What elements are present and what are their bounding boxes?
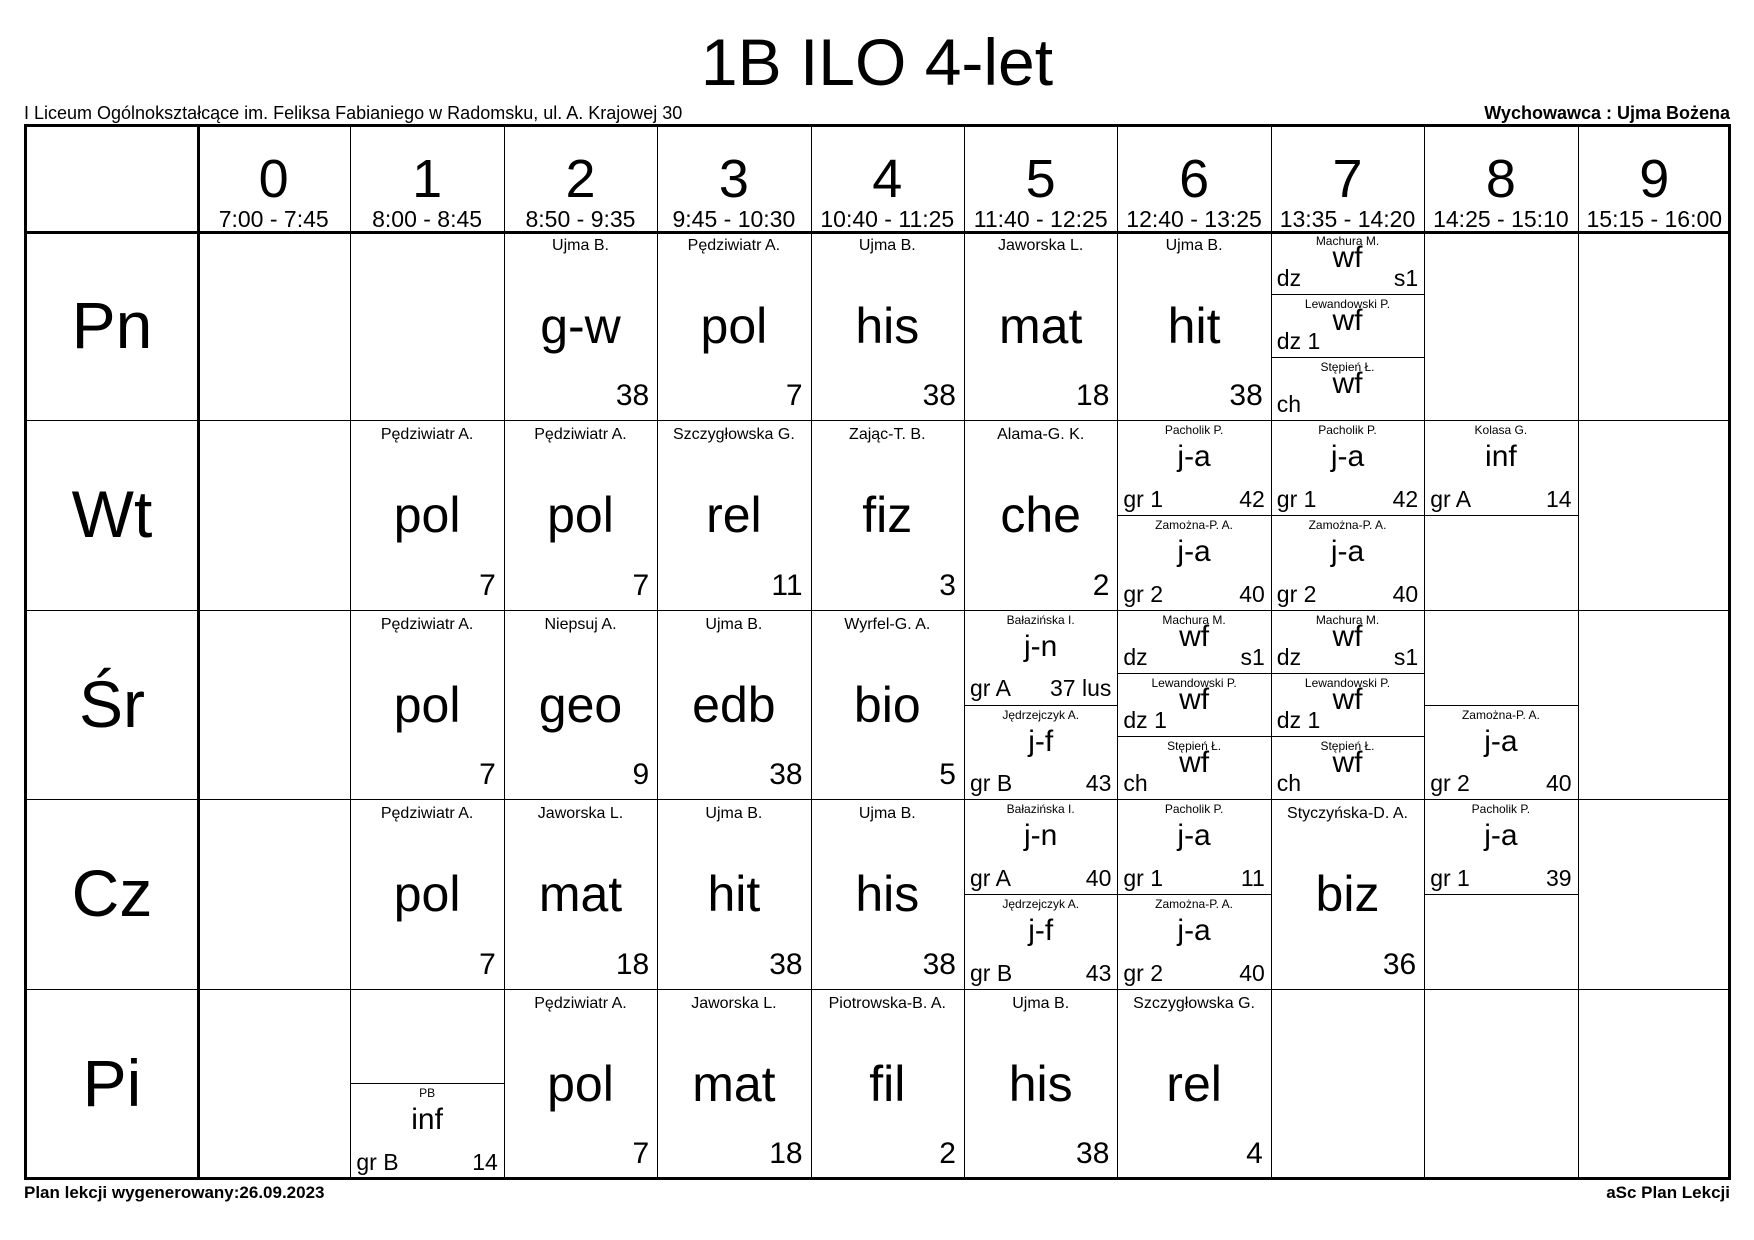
lesson-subject: pol [393, 487, 461, 544]
lesson-subcell[interactable] [1424, 705, 1577, 800]
lesson-cell[interactable] [1271, 799, 1424, 988]
lesson-subject: j-f [1028, 913, 1054, 947]
lesson-teacher: Styczyńska-D. A. [1287, 805, 1408, 823]
lesson-cell[interactable] [964, 989, 1117, 1178]
lesson-room: 7 [479, 947, 496, 981]
lesson-subcell[interactable] [1424, 799, 1577, 894]
lesson-room: 7 [632, 1136, 650, 1170]
period-time: 8:50 - 9:35 [525, 206, 636, 232]
period-number: 3 [718, 149, 749, 209]
lesson-teacher: Szczygłowska G. [672, 426, 795, 444]
lesson-subject: his [1008, 1055, 1073, 1112]
lesson-group: gr B [970, 959, 1013, 986]
lesson-room: 40 [1392, 580, 1419, 607]
lesson-room: 38 [1229, 379, 1263, 413]
lesson-room: 38 [769, 947, 803, 981]
period-time: 14:25 - 15:10 [1433, 206, 1569, 232]
lesson-teacher: Stępień Ł. [1320, 360, 1375, 375]
period-time: 9:45 - 10:30 [672, 206, 796, 232]
lesson-group: ch [1123, 770, 1148, 797]
lesson-group: dz 1 [1276, 328, 1321, 355]
lesson-subject: mat [538, 866, 623, 923]
lesson-room: 36 [1382, 947, 1417, 981]
period-header [350, 127, 503, 231]
period-header [1578, 127, 1731, 231]
lesson-room: 39 [1545, 864, 1572, 891]
lesson-teacher: Pędziwiatr A. [380, 615, 474, 633]
lesson-subject: bio [853, 676, 921, 733]
lesson-subject: j-n [1024, 629, 1058, 663]
lesson-room: 3 [939, 568, 956, 602]
lesson-cell[interactable] [964, 231, 1117, 420]
lesson-room: 38 [922, 947, 956, 981]
lesson-subject: j-a [1484, 819, 1518, 853]
lesson-group: gr B [356, 1148, 399, 1175]
lesson-subcell[interactable] [1271, 357, 1424, 420]
lesson-subject: wf [1179, 746, 1210, 780]
lesson-teacher: Pacholik P. [1164, 423, 1224, 438]
lesson-subject: pol [393, 676, 461, 733]
lesson-teacher: Ujma B. [705, 805, 763, 823]
lesson-room: 38 [615, 379, 650, 413]
lesson-subject: wf [1332, 682, 1363, 716]
lesson-teacher: Pacholik P. [1471, 802, 1531, 817]
timetable-grid [24, 124, 1731, 1180]
lesson-subject: wf [1179, 619, 1210, 653]
period-number: 5 [1025, 149, 1056, 209]
lesson-teacher: Ujma B. [1012, 994, 1070, 1012]
lesson-group: dz [1276, 643, 1302, 670]
period-time: 8:00 - 8:45 [372, 206, 483, 232]
lesson-room: 18 [1076, 379, 1110, 413]
lesson-group: gr 1 [1123, 486, 1164, 513]
lesson-subject: his [855, 298, 920, 354]
lesson-teacher: Ujma B. [858, 805, 916, 823]
period-header [1424, 127, 1577, 231]
lesson-subject: pol [700, 298, 768, 354]
lesson-cell[interactable] [1117, 231, 1270, 420]
lesson-cell[interactable] [1117, 989, 1270, 1178]
lesson-subcell[interactable] [964, 894, 1117, 989]
period-number: 0 [258, 149, 289, 209]
lesson-subcell[interactable] [1117, 515, 1270, 610]
lesson-subject: fiz [862, 487, 913, 544]
school-name: I Liceum Ogólnokształcące im. Feliksa Fabianiego w Radomsku, ul. A. Krajowej 30 [24, 103, 683, 123]
lesson-cell[interactable] [811, 799, 964, 988]
lesson-teacher: Niepsuj A. [544, 615, 617, 633]
period-number: 6 [1179, 149, 1210, 209]
lesson-subject: j-a [1484, 724, 1518, 758]
lesson-subject: edb [692, 676, 776, 733]
lesson-subcell[interactable] [964, 799, 1117, 894]
lesson-teacher: Jaworska L. [998, 237, 1084, 254]
page-title: 1B ILO 4-let [700, 25, 1054, 99]
lesson-teacher: Zamożna-P. A. [1155, 896, 1233, 911]
lesson-subcell[interactable] [964, 705, 1117, 800]
period-time: 12:40 - 13:25 [1126, 206, 1262, 232]
period-header [657, 127, 810, 231]
subcell-divider [1424, 515, 1577, 516]
lesson-teacher: Machura M. [1315, 234, 1380, 248]
lesson-group: dz [1276, 265, 1302, 292]
lesson-room: 18 [769, 1136, 803, 1170]
lesson-room: 40 [1085, 864, 1112, 891]
period-header [1117, 127, 1270, 231]
lesson-teacher: Pędziwiatr A. [380, 426, 474, 444]
lesson-room: 38 [769, 758, 803, 792]
lesson-teacher: Ujma B. [1165, 237, 1223, 254]
period-number: 1 [412, 149, 443, 209]
lesson-teacher: Piotrowska-B. A. [828, 994, 946, 1012]
grid-line [197, 127, 200, 1177]
lesson-cell[interactable] [657, 799, 810, 988]
lesson-room: 14 [1545, 486, 1572, 513]
lesson-room: 42 [1239, 486, 1265, 513]
lesson-subcell[interactable] [350, 1083, 503, 1178]
lesson-group: gr 1 [1123, 864, 1164, 891]
lesson-subject: j-a [1177, 535, 1211, 569]
lesson-teacher: Pędziwiatr A. [687, 237, 781, 254]
lesson-teacher: Jędrzejczyk A. [1002, 896, 1080, 911]
lesson-cell[interactable] [657, 420, 810, 609]
class-tutor: Wychowawca : Ujma Bożena [1484, 103, 1730, 123]
lesson-cell[interactable] [504, 989, 657, 1178]
lesson-cell[interactable] [657, 610, 810, 799]
lesson-subject: j-f [1028, 724, 1054, 758]
lesson-subcell[interactable] [1271, 515, 1424, 610]
lesson-teacher: Szczygłowska G. [1133, 994, 1255, 1012]
lesson-room: s1 [1393, 643, 1419, 670]
lesson-room: 38 [922, 379, 956, 413]
period-header [811, 127, 964, 231]
lesson-subject: rel [706, 487, 762, 544]
lesson-teacher: Pacholik P. [1164, 802, 1224, 817]
app-credit: aSc Plan Lekcji [1606, 1183, 1730, 1202]
lesson-group: gr 2 [1123, 959, 1164, 986]
lesson-teacher: Bałazińska I. [1006, 802, 1075, 817]
lesson-teacher: PB [419, 1086, 436, 1101]
lesson-room: 40 [1545, 770, 1572, 797]
period-number: 4 [872, 149, 903, 209]
lesson-group: gr 2 [1123, 580, 1164, 607]
lesson-room: s1 [1240, 643, 1265, 670]
lesson-subcell[interactable] [1271, 420, 1424, 515]
lesson-cell[interactable] [504, 799, 657, 988]
lesson-room: 40 [1239, 959, 1265, 986]
lesson-room: 18 [615, 947, 650, 981]
subcell-divider [1424, 894, 1577, 895]
day-label: Wt [71, 477, 153, 552]
lesson-subject: j-a [1177, 913, 1211, 947]
grid-line [1424, 127, 1425, 1177]
lesson-subject: j-a [1330, 535, 1365, 569]
lesson-room: 7 [632, 568, 650, 602]
grid-line [1578, 127, 1579, 1177]
lesson-subject: inf [1485, 440, 1517, 474]
lesson-teacher: Machura M. [1315, 612, 1380, 627]
lesson-subcell[interactable] [1117, 420, 1270, 515]
lesson-cell[interactable] [504, 610, 657, 799]
lesson-teacher: Zamożna-P. A. [1155, 518, 1233, 533]
lesson-subject: hit [707, 866, 761, 923]
period-number: 2 [565, 149, 596, 209]
period-time: 13:35 - 14:20 [1279, 206, 1416, 232]
lesson-teacher: Ujma B. [552, 237, 609, 254]
lesson-subject: wf [1332, 619, 1363, 653]
lesson-group: gr 2 [1430, 770, 1470, 797]
lesson-cell[interactable] [964, 420, 1117, 609]
lesson-teacher: Lewandowski P. [1304, 297, 1391, 312]
lesson-cell[interactable] [350, 799, 503, 988]
lesson-group: gr B [970, 770, 1013, 797]
lesson-cell[interactable] [350, 610, 503, 799]
lesson-teacher: Jaworska L. [691, 994, 777, 1012]
lesson-cell[interactable] [657, 231, 810, 420]
lesson-teacher: Bałazińska I. [1006, 612, 1075, 627]
lesson-subcell[interactable] [1271, 610, 1424, 673]
lesson-teacher: Jaworska L. [537, 805, 624, 823]
lesson-group: gr A [1430, 486, 1472, 513]
lesson-subject: wf [1332, 367, 1363, 401]
lesson-cell[interactable] [811, 610, 964, 799]
lesson-subject: pol [547, 487, 614, 544]
lesson-subject: his [855, 866, 920, 923]
lesson-room: 7 [479, 568, 496, 602]
lesson-room: 9 [632, 758, 650, 792]
lesson-teacher: Wyrfel-G. A. [844, 615, 931, 633]
lesson-subject: inf [411, 1103, 443, 1137]
lesson-room: 40 [1239, 580, 1265, 607]
lesson-subcell[interactable] [1271, 294, 1424, 357]
lesson-subcell[interactable] [964, 610, 1117, 705]
lesson-room: 5 [939, 758, 956, 792]
lesson-group: dz 1 [1276, 707, 1321, 734]
lesson-teacher: Ujma B. [858, 237, 916, 254]
lesson-room: 14 [472, 1148, 498, 1175]
period-number: 7 [1332, 149, 1363, 209]
lesson-group: gr 1 [1276, 486, 1317, 513]
lesson-cell[interactable] [811, 989, 964, 1178]
lesson-subcell[interactable] [1117, 673, 1270, 736]
lesson-cell[interactable] [657, 989, 810, 1178]
period-header [504, 127, 657, 231]
lesson-subcell[interactable] [1271, 673, 1424, 736]
lesson-subject: j-a [1330, 440, 1365, 474]
lesson-subject: mat [999, 298, 1083, 354]
day-label: Pn [71, 288, 153, 362]
lesson-room: 38 [1076, 1136, 1110, 1170]
lesson-subject: wf [1332, 746, 1363, 780]
lesson-cell[interactable] [504, 420, 657, 609]
lesson-subcell[interactable] [1271, 231, 1424, 294]
generated-date: Plan lekcji wygenerowany:26.09.2023 [24, 1183, 325, 1202]
lesson-subcell[interactable] [1117, 894, 1270, 989]
lesson-teacher: Alama-G. K. [997, 426, 1085, 444]
lesson-group: gr 1 [1430, 864, 1470, 891]
lesson-cell[interactable] [811, 420, 964, 609]
lesson-subcell[interactable] [1117, 736, 1270, 799]
lesson-subject: j-a [1177, 819, 1211, 853]
period-time: 15:15 - 16:00 [1586, 206, 1723, 232]
lesson-subject: rel [1166, 1055, 1222, 1112]
day-label: Cz [71, 856, 153, 931]
day-label: Śr [79, 666, 145, 741]
day-label: Pi [82, 1045, 142, 1120]
lesson-subject: wf [1179, 682, 1210, 716]
lesson-teacher: Lewandowski P. [1151, 675, 1237, 690]
lesson-room: 42 [1392, 486, 1419, 513]
period-time: 11:40 - 12:25 [973, 206, 1108, 232]
lesson-teacher: Pędziwiatr A. [380, 805, 474, 823]
lesson-room: 7 [785, 379, 803, 413]
lesson-group: gr A [970, 864, 1011, 891]
lesson-teacher: Ujma B. [705, 615, 763, 633]
period-number: 9 [1639, 149, 1670, 209]
lesson-subject: j-a [1177, 440, 1211, 474]
lesson-subject: wf [1332, 241, 1363, 274]
lesson-subject: wf [1332, 304, 1363, 338]
lesson-group: gr 2 [1276, 580, 1317, 607]
lesson-room: 2 [1092, 568, 1110, 602]
lesson-subject: che [1000, 487, 1081, 544]
lesson-group: ch [1276, 770, 1302, 797]
lesson-cell[interactable] [504, 231, 657, 420]
lesson-room: 11 [1240, 864, 1265, 891]
lesson-teacher: Stępień Ł. [1320, 739, 1375, 754]
period-number: 8 [1485, 149, 1516, 209]
lesson-teacher: Jędrzejczyk A. [1002, 707, 1080, 722]
lesson-group: gr A [970, 675, 1011, 702]
lesson-subject: mat [692, 1055, 776, 1112]
lesson-subject: biz [1315, 866, 1380, 923]
period-time: 7:00 - 7:45 [218, 206, 329, 232]
period-header [197, 127, 350, 231]
lesson-group: ch [1276, 391, 1302, 418]
lesson-room: 43 [1085, 770, 1112, 797]
period-time: 10:40 - 11:25 [820, 206, 955, 232]
lesson-teacher: Zamożna-P. A. [1308, 518, 1387, 533]
lesson-subject: fil [869, 1055, 906, 1112]
lesson-room: 43 [1085, 959, 1112, 986]
lesson-teacher: Stępień Ł. [1167, 739, 1222, 754]
period-header [964, 127, 1117, 231]
lesson-teacher: Zając-T. B. [849, 426, 926, 444]
lesson-teacher: Lewandowski P. [1304, 675, 1391, 690]
lesson-subject: geo [538, 676, 623, 733]
lesson-teacher: Pędziwiatr A. [534, 994, 627, 1012]
lesson-teacher: Zamożna-P. A. [1461, 707, 1540, 722]
period-header [1271, 127, 1424, 231]
lesson-subject: g-w [540, 298, 621, 354]
lesson-subcell[interactable] [1117, 610, 1270, 673]
lesson-teacher: Machura M. [1162, 612, 1226, 627]
lesson-room: 11 [771, 568, 803, 602]
lesson-subcell[interactable] [1117, 799, 1270, 894]
lesson-subject: pol [393, 866, 461, 923]
lesson-room: 2 [939, 1136, 956, 1170]
lesson-room: 7 [479, 758, 496, 792]
lesson-subject: hit [1167, 298, 1221, 354]
lesson-subcell[interactable] [1424, 420, 1577, 515]
lesson-room: 4 [1246, 1136, 1263, 1170]
lesson-cell[interactable] [811, 231, 964, 420]
lesson-teacher: Pędziwiatr A. [534, 426, 627, 444]
lesson-cell[interactable] [350, 420, 503, 609]
lesson-subject: j-n [1024, 819, 1058, 853]
lesson-room: 37 lus [1050, 675, 1112, 702]
lesson-teacher: Kolasa G. [1474, 423, 1528, 438]
lesson-group: dz [1123, 643, 1148, 670]
lesson-subcell[interactable] [1271, 736, 1424, 799]
lesson-room: s1 [1393, 265, 1419, 292]
lesson-teacher: Pacholik P. [1318, 423, 1377, 438]
lesson-group: dz 1 [1123, 707, 1167, 734]
lesson-subject: pol [547, 1055, 614, 1112]
